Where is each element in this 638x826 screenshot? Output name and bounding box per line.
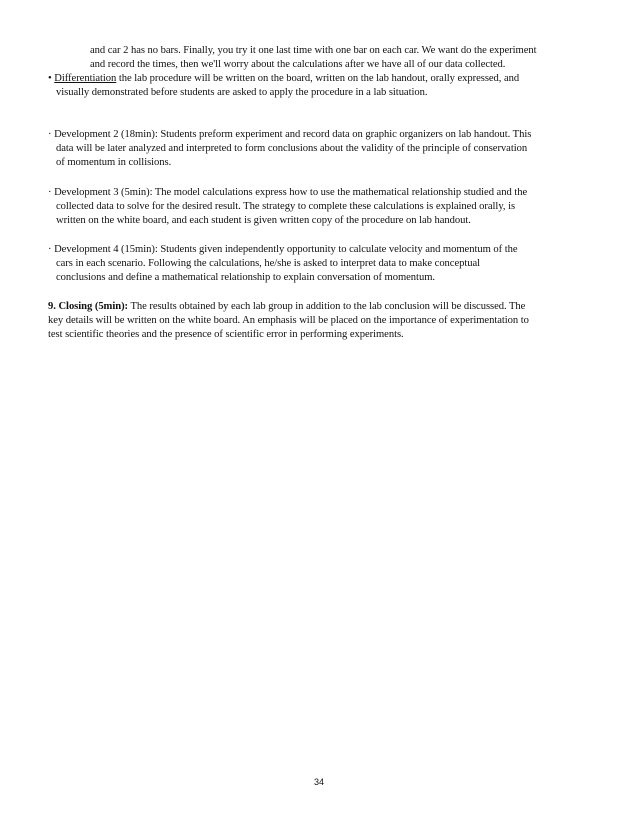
development-2-line-2: data will be later analyzed and interpreted to form conclusions about the validity of the principle of conservation — [56, 143, 528, 154]
differentiation-paragraph — [48, 72, 588, 100]
development-2-text: Development 2 (18min): Students preform experiment and record data on graphic organizers on lab handout. This — [51, 129, 532, 140]
development-2-line-3: of momentum in collisions. — [56, 157, 172, 168]
development-3-line-2: collected data to solve for the desired result. The strategy to complete these calculations is explained orally, is — [56, 201, 516, 212]
development-2-paragraph — [48, 128, 588, 170]
development-4-paragraph — [48, 243, 588, 285]
differentiation-line-2: visually demonstrated before students are asked to apply the procedure in a lab situation. — [56, 87, 428, 98]
bullet-icon: • — [48, 73, 52, 84]
intro-paragraph — [48, 44, 588, 72]
closing-line-1 — [48, 300, 588, 314]
differentiation-text: the lab procedure will be written on the board, written on the lab handout, orally expressed, and — [116, 73, 520, 84]
development-4-line-3: conclusions and define a mathematical relationship to explain conversation of momentum. — [56, 272, 435, 283]
closing-heading: 9. Closing (5min): — [48, 301, 129, 312]
development-3-line-1 — [48, 186, 588, 200]
differentiation-term: Differentiation — [54, 73, 117, 84]
closing-line-2: key details will be written on the white board. An emphasis will be placed on the importance of experimentation to — [48, 315, 529, 326]
page-number: 34 — [313, 777, 324, 787]
intro-line-2: and record the times, then we'll worry about the calculations after we have all of our data collected. — [90, 59, 506, 70]
development-3-line-3: written on the white board, and each student is given written copy of the procedure on lab handout. — [56, 215, 471, 226]
development-3-paragraph — [48, 186, 588, 228]
development-4-text: Development 4 (15min): Students given independently opportunity to calculate velocity and momentum of the — [51, 244, 518, 255]
bullet-icon: · — [48, 244, 52, 255]
closing-line-3: test scientific theories and the presence of scientific error in performing experiments. — [48, 329, 404, 340]
development-4-line-1 — [48, 243, 588, 257]
development-2-line-1 — [48, 128, 588, 142]
bullet-icon: · — [48, 187, 52, 198]
closing-paragraph — [48, 300, 588, 342]
development-3-text: Development 3 (5min): The model calculations express how to use the mathematical relationship studied and the — [51, 187, 528, 198]
differentiation-line-1 — [48, 72, 588, 86]
bullet-icon: · — [48, 129, 52, 140]
closing-text: The results obtained by each lab group in addition to the lab conclusion will be discussed. The — [128, 301, 526, 312]
intro-line-1: and car 2 has no bars. Finally, you try it one last time with one bar on each car. We want do the experiment — [90, 45, 537, 56]
development-4-line-2: cars in each scenario. Following the calculations, he/she is asked to interpret data to make conceptual — [56, 258, 481, 269]
